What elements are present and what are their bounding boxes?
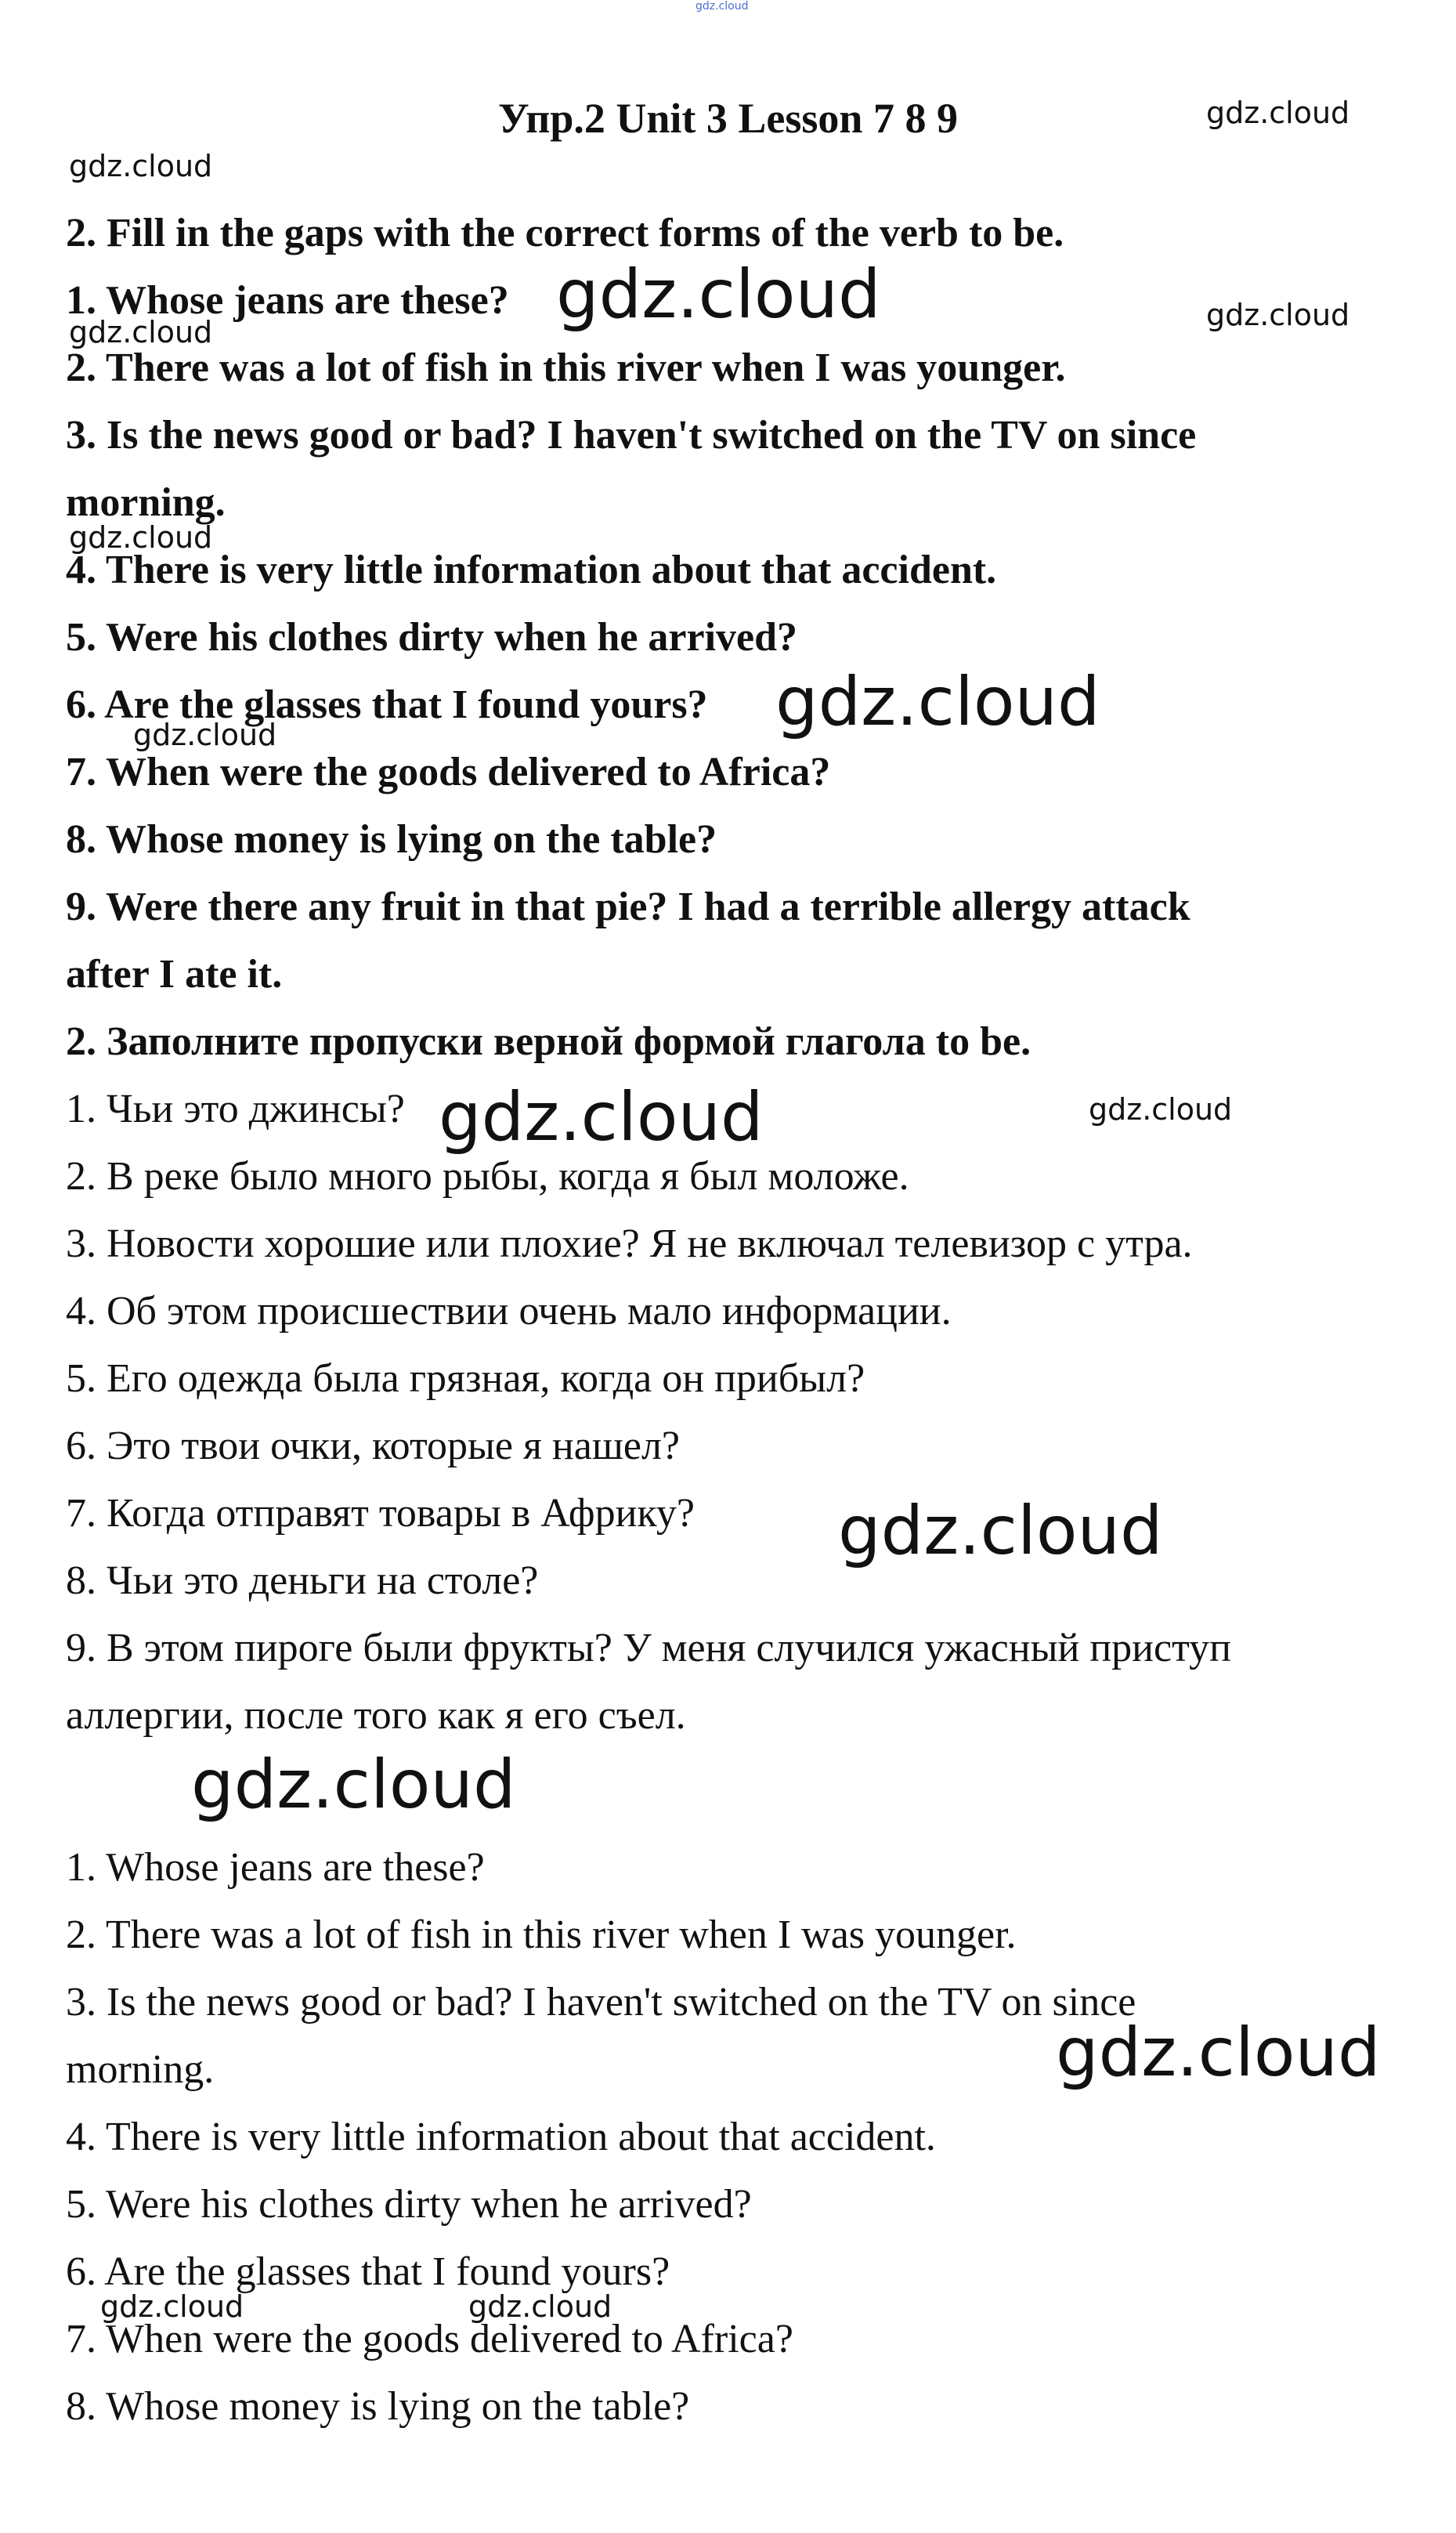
watermark: gdz.cloud (133, 718, 277, 752)
watermark: gdz.cloud (191, 1746, 516, 1824)
answer-en-item: 7. When were the goods delivered to Africa? (66, 2317, 793, 2361)
answer-en-item: 8. Whose money is lying on the table? (66, 2384, 690, 2429)
answer-en-item: morning. (66, 2047, 215, 2092)
task-en-item: 5. Were his clothes dirty when he arrived? (66, 615, 798, 660)
answer-en-item: 2. There was a lot of fish in this river when I was younger. (66, 1912, 1017, 1957)
task-ru-item: 7. Когда отправят товары в Африку? (66, 1491, 695, 1536)
task-ru-item: 1. Чьи это джинсы? (66, 1087, 405, 1131)
task-en-item: 4. There is very little information about that accident. (66, 548, 997, 592)
task-en-item: 1. Whose jeans are these? (66, 278, 509, 323)
watermark: gdz.cloud (69, 315, 213, 349)
task-ru-item: 8. Чьи это деньги на столе? (66, 1558, 539, 1603)
watermark: gdz.cloud (1089, 1092, 1233, 1127)
page-title: Упр.2 Unit 3 Lesson 7 8 9 (498, 95, 958, 142)
answer-en-item: 1. Whose jeans are these? (66, 1845, 485, 1890)
answer-en-item: 5. Were his clothes dirty when he arrived? (66, 2182, 752, 2227)
task-ru-item: 2. В реке было много рыбы, когда я был моложе. (66, 1154, 909, 1199)
task-ru-heading: 2. Заполните пропуски верной формой глагола to be. (66, 1019, 1031, 1064)
task-ru-item: аллергии, после того как я его съел. (66, 1693, 686, 1738)
watermark: gdz.cloud (1056, 2014, 1381, 2092)
answer-en-item: 3. Is the news good or bad? I haven't switched on the TV on since (66, 1980, 1136, 2025)
answer-en-item: 6. Are the glasses that I found yours? (66, 2249, 670, 2294)
task-ru-item: 4. Об этом происшествии очень мало информации. (66, 1289, 952, 1333)
task-en-item: 7. When were the goods delivered to Africa? (66, 750, 831, 794)
watermark-top: gdz.cloud (695, 0, 749, 13)
task-en-item: 3. Is the news good or bad? I haven't switched on the TV on since (66, 413, 1197, 458)
task-ru-item: 6. Это твои очки, которые я нашел? (66, 1424, 680, 1468)
watermark: gdz.cloud (838, 1492, 1163, 1570)
watermark: gdz.cloud (1206, 96, 1350, 130)
watermark: gdz.cloud (1206, 298, 1350, 332)
task-en-item: 2. There was a lot of fish in this river when I was younger. (66, 346, 1066, 390)
task-en-heading: 2. Fill in the gaps with the correct forms of the verb to be. (66, 211, 1064, 255)
watermark: gdz.cloud (69, 520, 213, 555)
task-ru-item: 9. В этом пироге были фрукты? У меня случился ужасный приступ (66, 1626, 1231, 1670)
task-ru-item: 5. Его одежда была грязная, когда он прибыл? (66, 1356, 865, 1401)
task-en-item: 6. Are the glasses that I found yours? (66, 682, 708, 727)
task-en-item: 9. Were there any fruit in that pie? I had a terrible allergy attack (66, 885, 1190, 929)
watermark: gdz.cloud (439, 1078, 764, 1156)
answer-en-item: 4. There is very little information about that accident. (66, 2115, 936, 2159)
task-en-item: after I ate it. (66, 952, 283, 997)
task-en-item: morning. (66, 480, 226, 525)
watermark: gdz.cloud (100, 2289, 244, 2324)
watermark: gdz.cloud (468, 2289, 612, 2324)
watermark: gdz.cloud (69, 149, 213, 183)
task-ru-item: 3. Новости хорошие или плохие? Я не включал телевизор с утра. (66, 1221, 1193, 1266)
task-en-item: 8. Whose money is lying on the table? (66, 817, 717, 862)
watermark: gdz.cloud (775, 663, 1100, 741)
watermark: gdz.cloud (556, 255, 881, 334)
